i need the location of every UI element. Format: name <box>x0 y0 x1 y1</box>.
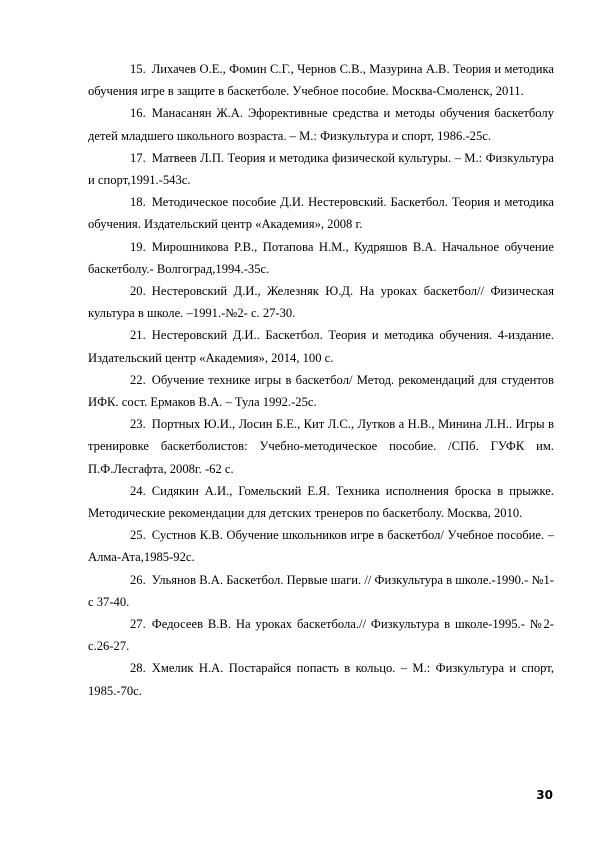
reference-item <box>88 369 554 413</box>
reference-item <box>88 613 554 657</box>
reference-text: Федосеев В.В. На уроках баскетбола.// Физкультура в школе-1995.- №2-с.26-27. <box>88 617 554 654</box>
reference-number: 22. <box>130 372 146 387</box>
reference-text: Ульянов В.А. Баскетбол. Первые шаги. // Физкультура в школе.-1990.- №1- с 37-40. <box>88 572 554 609</box>
reference-item <box>88 413 554 480</box>
reference-number: 26. <box>130 572 146 587</box>
reference-item <box>88 569 554 613</box>
reference-text: Матвеев Л.П. Теория и методика физической культуры. – М.: Физкультура и спорт,1991.-543с. <box>88 150 554 188</box>
reference-number: 20. <box>130 284 146 299</box>
reference-text: Хмелик Н.А. Постарайся попасть в кольцо. – М.: Физкультура и спорт, 1985.-70с. <box>88 661 554 698</box>
reference-number: 19. <box>130 239 146 254</box>
reference-item <box>88 58 554 102</box>
reference-item <box>88 480 554 524</box>
reference-number: 23. <box>130 417 146 432</box>
reference-text: Нестеровский Д.И.. Баскетбол. Теория и методика обучения. 4-издание. Издательский центр «Академия», 2014, 100 с. <box>88 328 554 365</box>
reference-number: 27. <box>130 617 146 632</box>
reference-text: Сустнов К.В. Обучение школьников игре в баскетбол/ Учебное пособие. – Алма-Ата,1985-92с. <box>88 528 554 565</box>
reference-item <box>88 524 554 568</box>
reference-item <box>88 280 554 324</box>
reference-item <box>88 102 554 146</box>
reference-text: Портных Ю.И., Лосин Б.Е., Кит Л.С., Лутков а Н.В., Минина Л.Н.. Игры в тренировке баскетболистов: Учебно-методическое пособие. /СПб. ГУФК им. П.Ф.Лесгафта, 2008г. -62 с. <box>88 417 554 476</box>
reference-text: Мирошникова Р.В., Потапова Н.М., Кудряшов В.А. Начальное обучение баскетболу.- Волгоград,1994.-35с. <box>88 239 554 276</box>
reference-item <box>88 191 554 235</box>
reference-number: 15. <box>130 62 146 76</box>
reference-item <box>88 147 554 191</box>
reference-item <box>88 236 554 280</box>
reference-number: 16. <box>130 106 146 121</box>
reference-number: 24. <box>130 483 146 498</box>
reference-number: 21. <box>130 328 146 343</box>
reference-text: Методическое пособие Д.И. Нестеровский. Баскетбол. Теория и методика обучения. Издательский центр «Академия», 2008 г. <box>88 195 554 232</box>
reference-number: 18. <box>130 195 146 210</box>
reference-text: Лихачев О.Е., Фомин С.Г., Чернов С.В., Мазурина А.В. Теория и методика обучения игре в защите в баскетболе. Учебное пособие. Москва-Смоленск, 2011. <box>88 62 554 99</box>
reference-item <box>88 324 554 368</box>
page-number: 30 <box>536 788 553 802</box>
reference-list <box>88 58 554 702</box>
reference-number: 17. <box>130 150 146 165</box>
reference-text: Обучение технике игры в баскетбол/ Метод. рекомендаций для студентов ИФК. сост. Ермаков В.А. – Тула 1992.-25с. <box>88 372 554 410</box>
reference-text: Манасанян Ж.А. Эфорективные средства и методы обучения баскетболу детей младшего школьного возраста. – М.: Физкультура и спорт, 1986.-25с. <box>88 106 554 143</box>
reference-item <box>88 657 554 701</box>
reference-text: Нестеровский Д.И., Железняк Ю.Д. На уроках баскетбол// Физическая культура в школе. –1991.-№2- с. 27-30. <box>88 284 554 321</box>
reference-number: 28. <box>130 661 146 676</box>
reference-number: 25. <box>130 528 146 543</box>
reference-text: Сидякин А.И., Гомельский Е.Я. Техника исполнения броска в прыжке. Методические рекомендации для детских тренеров по баскетболу. Москва, 2010. <box>88 483 554 521</box>
